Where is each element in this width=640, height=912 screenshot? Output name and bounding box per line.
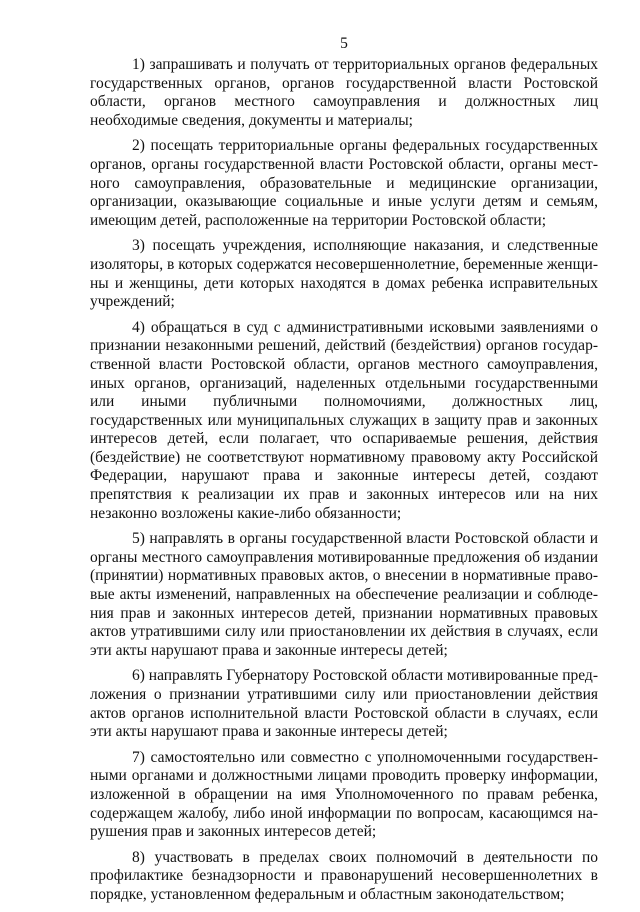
list-item: 6) направлять Губернатору Ростовской области мотивированные предложения о признании утратившими силу или приостановлении действия актов органов исполнительной власти Ростовской области в случаях, если эти акты нарушают права и законные интересы детей; — [90, 667, 598, 741]
list-item: 4) обращаться в суд с административными исковыми заявлениями о признании незаконными решений, действий (бездействия) органов государственной власти Ростовской области, органов местного самоуправления, иных органов, организаций, наделенных отдельными государственными или иными публичными полномочиями, должностных лиц, государственных или муниципальных служащих в защиту прав и законных интересов детей, если полагает, что оспариваемые решения, действия (бездействие) не соответствуют нормативному правовому акту Российской Федерации, нарушают права и законные интересы детей, создают препятствия к реализации их прав и законных интересов или на них незаконно возложены какие-либо обязанности; — [90, 318, 598, 522]
list-item: 5) направлять в органы государственной власти Ростовской области и органы местного самоуправления мотивированные предложения об издании (принятии) нормативных правовых актов, о внесении в нормативные правовые акты изменений, направленных на обеспечение реализации и соблюдения прав и законных интересов детей, признании нормативных правовых актов утратившими силу или приостановлении их действия в случаях, если эти акты нарушают права и законные интересы детей; — [90, 530, 598, 659]
list-item: 8) участвовать в пределах своих полномочий в деятельности по профилактике безнадзорности и правонарушений несовершеннолетних в порядке, установленном федеральным и областным законодательством; — [90, 848, 598, 903]
page-number: 5 — [340, 35, 348, 52]
list-item: 2) посещать территориальные органы федеральных государственных органов, органы государственной власти Ростовской области, органы местного самоуправления, образовательные и медицинские организации, организации, оказывающие социальные и иные услуги детям и семьям, имеющим детей, расположенные на территории Ростовской области; — [90, 137, 598, 229]
document-page — [90, 34, 598, 912]
list-item: 3) посещать учреждения, исполняющие наказания, и следственные изоляторы, в которых содержатся несовершеннолетние, беременные женщины и женщины, дети которых находятся в домах ребенка исправительных учреждений; — [90, 237, 598, 311]
list-item: 1) запрашивать и получать от территориальных органов федеральных государственных органов, органов государственной власти Ростовской области, органов местного самоуправления и должностных лиц необходимые сведения, документы и материалы; — [90, 56, 598, 129]
list-item: 7) самостоятельно или совместно с уполномоченными государственными органами и должностными лицами проводить проверку информации, изложенной в обращении на имя Уполномоченного по правам ребенка, содержащем жалобу, либо иной информации по вопросам, касающимся нарушения прав и законных интересов детей; — [90, 748, 598, 841]
